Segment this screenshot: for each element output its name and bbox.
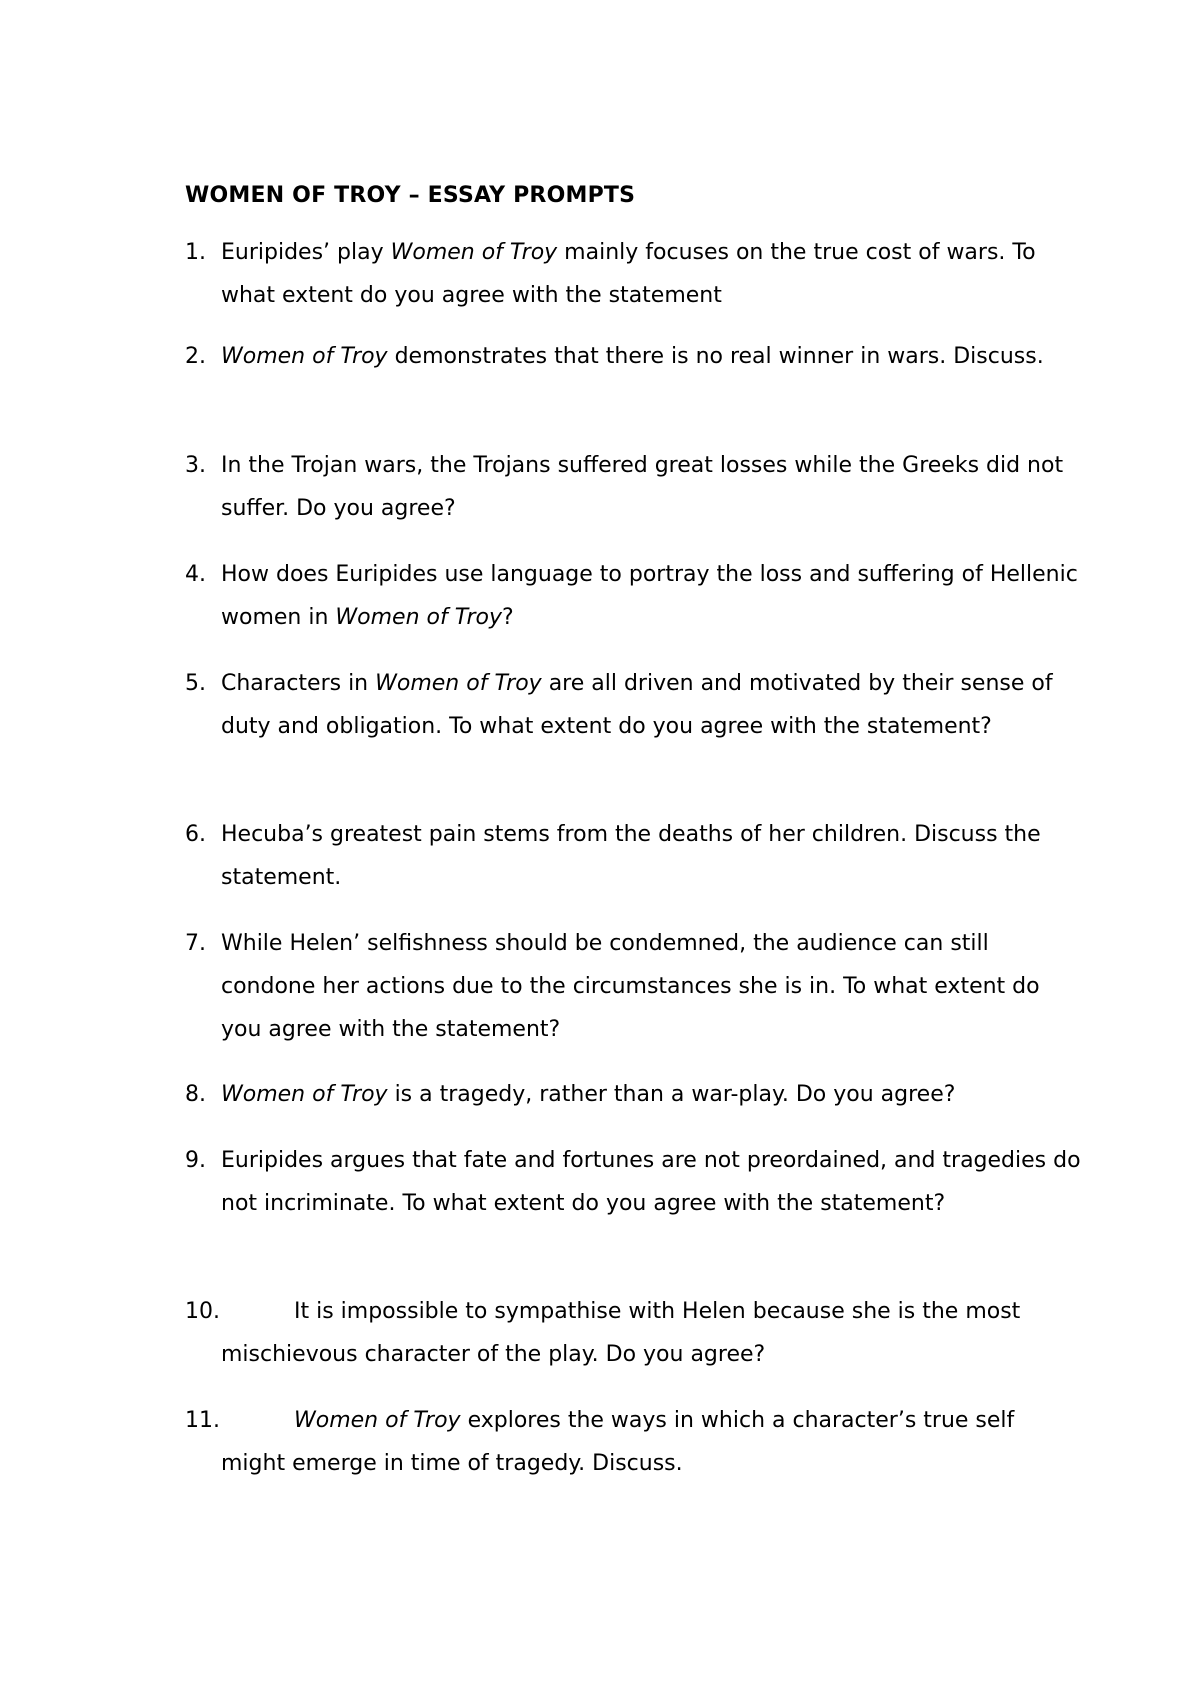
prompt-item-10 [185,1290,1085,1376]
prompt-number: 2. [185,344,206,369]
document-title: WOMEN OF TROY – ESSAY PROMPTS [185,183,636,208]
prompt-text: Euripides’ play Women of Troy mainly focuses on the true cost of wars. To what extent do you agree with the statement [221,240,1036,308]
prompt-number: 7. [185,931,206,956]
prompt-text: Women of Troy demonstrates that there is no real winner in wars. Discuss. [221,344,1044,369]
prompt-number: 6. [185,822,206,847]
prompt-item-11 [185,1399,1085,1485]
prompt-item-9 [185,1139,1085,1225]
prompt-item-8 [185,1073,1085,1116]
prompt-text: While Helen’ selfishness should be condemned, the audience can still condone her actions due to the circumstances she is in. To what extent do you agree with the statement? [221,931,1040,1042]
prompt-number: 4. [185,562,206,587]
prompt-text: Women of Troy is a tragedy, rather than a war-play. Do you agree? [221,1082,956,1107]
prompt-number: 9. [185,1148,206,1173]
prompt-item-6 [185,813,1085,899]
prompt-item-5 [185,662,1085,748]
prompt-text: Characters in Women of Troy are all driven and motivated by their sense of duty and obligation. To what extent do you agree with the statement? [221,671,1053,739]
prompt-number: 11. [185,1408,220,1433]
prompt-item-4 [185,553,1085,639]
prompt-item-3 [185,444,1085,530]
prompt-text: Women of Troy explores the ways in which a character’s true self might emerge in time of tragedy. Discuss. [221,1408,1015,1476]
prompt-text: Hecuba’s greatest pain stems from the deaths of her children. Discuss the statement. [221,822,1041,890]
prompt-number: 3. [185,453,206,478]
prompt-number: 10. [185,1299,220,1324]
prompt-item-7 [185,922,1085,1051]
prompt-number: 8. [185,1082,206,1107]
prompt-text: How does Euripides use language to portray the loss and suffering of Hellenic women in Women of Troy? [221,562,1078,630]
prompt-text: It is impossible to sympathise with Helen because she is the most mischievous character of the play. Do you agree? [221,1299,1021,1367]
prompt-item-2 [185,335,1085,378]
prompt-number: 5. [185,671,206,696]
prompt-text: In the Trojan wars, the Trojans suffered great losses while the Greeks did not suffer. Do you agree? [221,453,1064,521]
prompt-item-1 [185,231,1085,317]
prompt-text: Euripides argues that fate and fortunes are not preordained, and tragedies do not incriminate. To what extent do you agree with the statement? [221,1148,1081,1216]
prompt-number: 1. [185,240,206,265]
